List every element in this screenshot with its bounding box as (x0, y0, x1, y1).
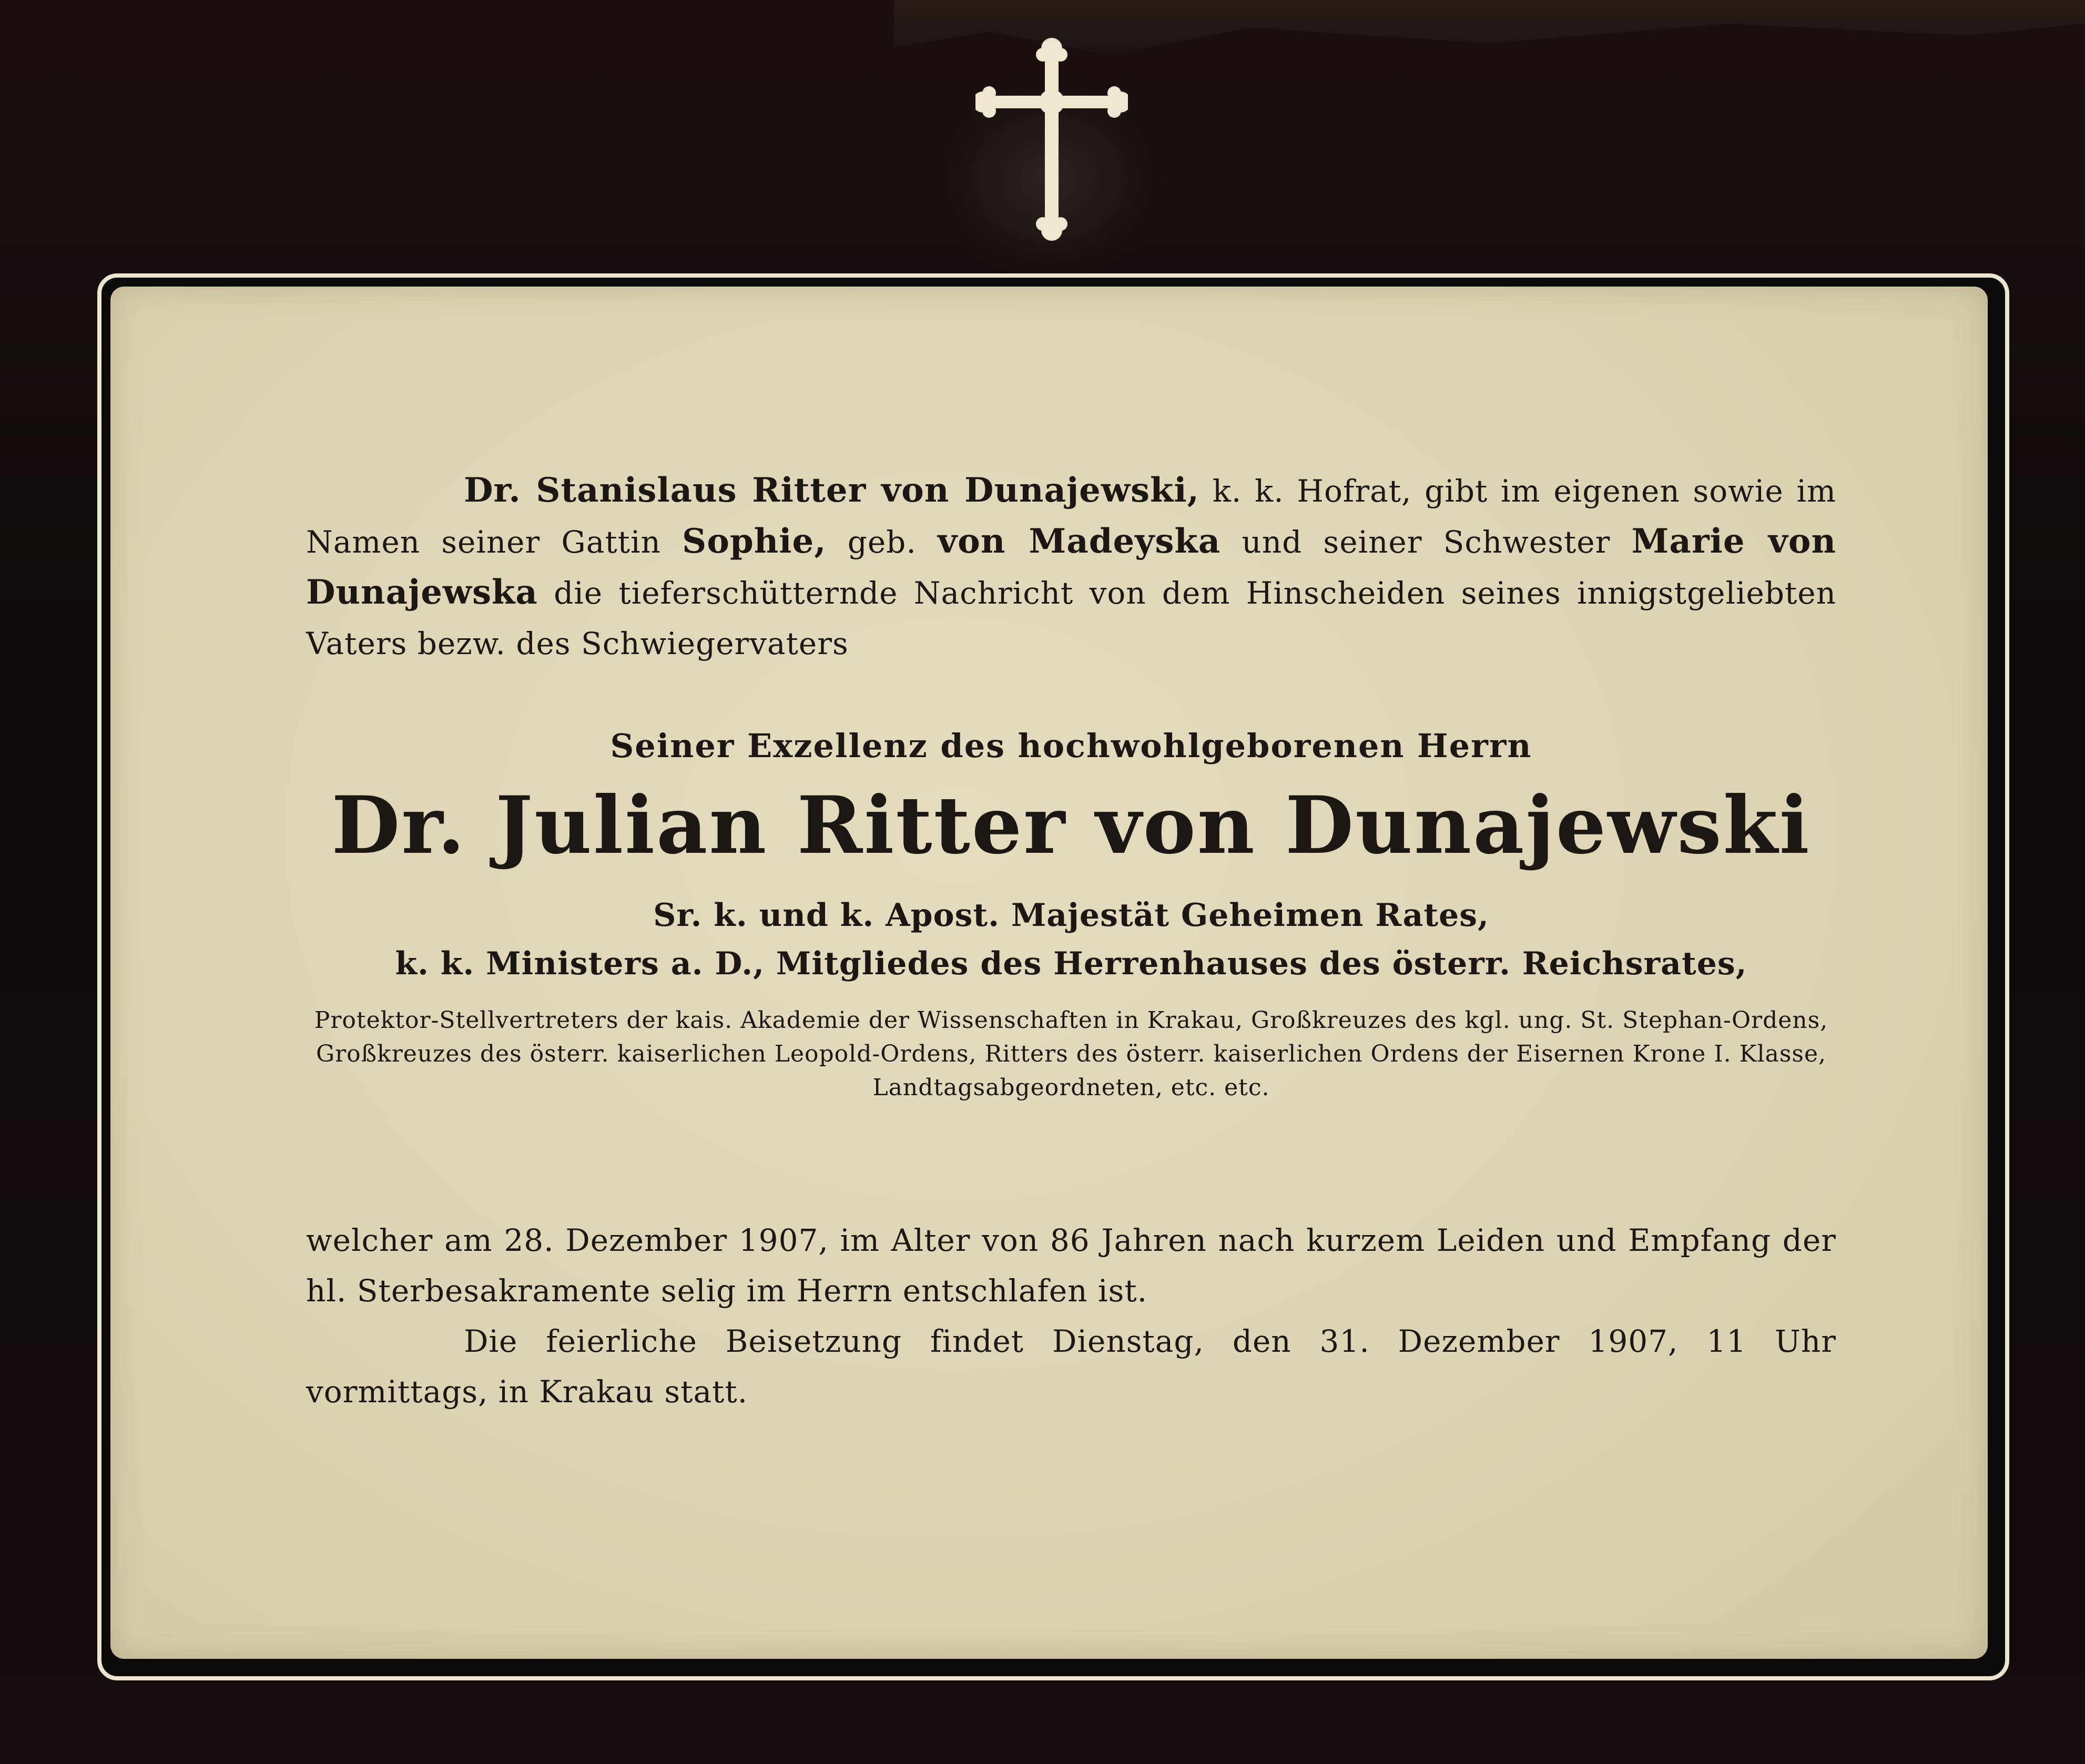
honors-list: Protektor-Stellvertreters der kais. Akademie der Wissenschaften in Krakau, Großkreuzes des kgl. ung. St. Stephan-Ordens, Großkreuzes des österr. kaiserlichen Leopold-Ordens, Ritters des österr. kaiserlichen Ordens der Eisernen Krone I. Klasse, Landtagsabgeordneten, etc. etc. (314, 1007, 1828, 1101)
intro-text-4: die tieferschütternde Nachricht von dem Hinscheiden seines innigstgeliebten Vaters bezw. des Schwiegervaters (306, 575, 1836, 661)
sister-name: Marie von Dunajewska (306, 522, 1837, 612)
intro-text-1: k. k. Hofrat, gibt im eigenen sowie im Namen seiner Gattin (306, 473, 1836, 560)
funeral-notice: Die feierliche Beisetzung findet Dienstag, den 31. Dezember 1907, 11 Uhr vormittags, in Krakau statt. (306, 1323, 1836, 1410)
announcement-card (110, 287, 1988, 1659)
wife-name: Sophie, (682, 522, 827, 561)
intro-paragraph (306, 465, 1836, 669)
intro-text-2: geb. (826, 524, 938, 560)
wife-maiden-name: von Madeyska (937, 522, 1221, 561)
cross-icon (975, 37, 1128, 242)
honorific-line: Seiner Exzellenz des hochwohlgeborenen Herrn (610, 727, 1532, 765)
titles-line-1: Sr. k. und k. Apost. Majestät Geheimen Rates, (653, 897, 1489, 934)
death-notice: welcher am 28. Dezember 1907, im Alter von 86 Jahren nach kurzem Leiden und Empfang der hl. Sterbesakramente selig im Herrn entschlafen ist. (306, 1222, 1836, 1309)
titles-line-2: k. k. Ministers a. D., Mitgliedes des Herrenhauses des österr. Reichsrates, (395, 945, 1747, 982)
announcement-content (306, 465, 1836, 1417)
sender-name: Dr. Stanislaus Ritter von Dunajewski, (464, 471, 1199, 510)
deceased-name: Dr. Julian Ritter von Dunajewski (331, 779, 1811, 872)
intro-text-3: und seiner Schwester (1221, 524, 1632, 560)
